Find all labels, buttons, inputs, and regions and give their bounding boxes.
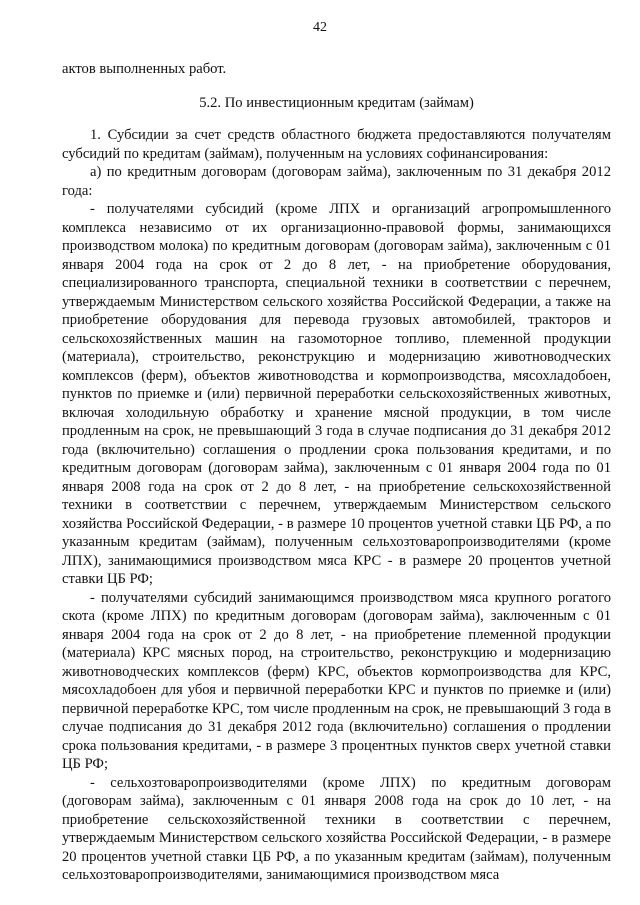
paragraph-recipients-general: - получателями субсидий (кроме ЛПХ и организаций агропромышленного комплекса независимо от их организационно-правовой формы, занимающихся производством молока) по кредитным договорам (договорам займа), заключенным с 01 января 2004 года на срок от 2 до 8 лет, - на приобретение оборудования, специализированного транспорта, специальной техники в соответствии с перечнем, утверждаемым Министерством сельского хозяйства Российской Федерации, а также на приобретение оборудования для перевода грузовых автомобилей, тракторов и сельскохозяйственных машин на газомоторное топливо, племенной продукции (материала), строительство, реконструкцию и модернизацию животноводческих комплексов (ферм), объектов животноводства и кормопроизводства, мясохладобоен, пунктов по приемке и (или) первичной переработки сельскохозяйственных животных, включая холодильную обработку и хранение мясной продукции, в том числе продленным на срок, не превышающий 3 года в случае подписания до 31 декабря 2012 года (включительно) соглашения о продлении срока пользования кредитами, и по кредитным договорам (договорам займа), заключенным с 01 января 2004 года по 01 января 2008 года на срок от 2 до 8 лет, - на приобретение сельскохозяйственной техники в соответствии с перечнем, утверждаемым Министерством сельского хозяйства Российской Федерации, - в размере 10 процентов учетной ставки ЦБ РФ, а по указанным кредитам (займам), полученным сельхозтоваропроизводителями (кроме ЛПХ), занимающимися производством мяса КРС - в размере 20 процентов учетной ставки ЦБ РФ; — [62, 201, 611, 587]
continued-text: актов выполненных работ. — [62, 61, 227, 77]
section-heading: 5.2. По инвестиционным кредитам (займам) — [199, 94, 474, 111]
document-body — [62, 60, 611, 885]
paragraph-recipients-cattle: - получателями субсидий занимающимся производством мяса крупного рогатого скота (кроме ЛПХ) по кредитным договорам (договорам займа), заключенным с 01 января 2004 года на срок от 2 до 8 лет, - на приобретение племенной продукции (материала) КРС мясных пород, на строительство, реконструкцию и модернизацию животноводческих комплексов (ферм) КРС, объектов кормопроизводства для КРС, мясохладобоен для убоя и первичной переработки КРС и пунктов по приемке и (или) первичной переработке КРС, том числе продленным на срок, не превышающий 3 года в случае подписания до 31 декабря 2012 года (включительно) соглашения о продлении срока пользования кредитами, - в размере 3 процентных пунктов сверх учетной ставки ЦБ РФ; — [62, 589, 611, 772]
paragraph-item-a: а) по кредитным договорам (договорам займа), заключенным по 31 декабря 2012 года: — [62, 164, 611, 199]
page-number: 42 — [313, 20, 327, 35]
paragraph-subsidies-intro: 1. Субсидии за счет средств областного бюджета предоставляются получателям субсидий по кредитам (займам), полученным на условиях софинансирования: — [62, 127, 611, 162]
paragraph-agri-producers: - сельхозтоваропроизводителями (кроме ЛПХ) по кредитным договорам (договорам займа), заключенным с 01 января 2008 года на срок до 10 лет, - на приобретение сельскохозяйственной техники в соответствии с перечнем, утверждаемым Министерством сельского хозяйства Российской Федерации, - в размере 20 процентов учетной ставки ЦБ РФ, а по указанным кредитам (займам), полученным сельхозтоваропроизводителями, занимающимися производством мяса — [62, 774, 611, 883]
